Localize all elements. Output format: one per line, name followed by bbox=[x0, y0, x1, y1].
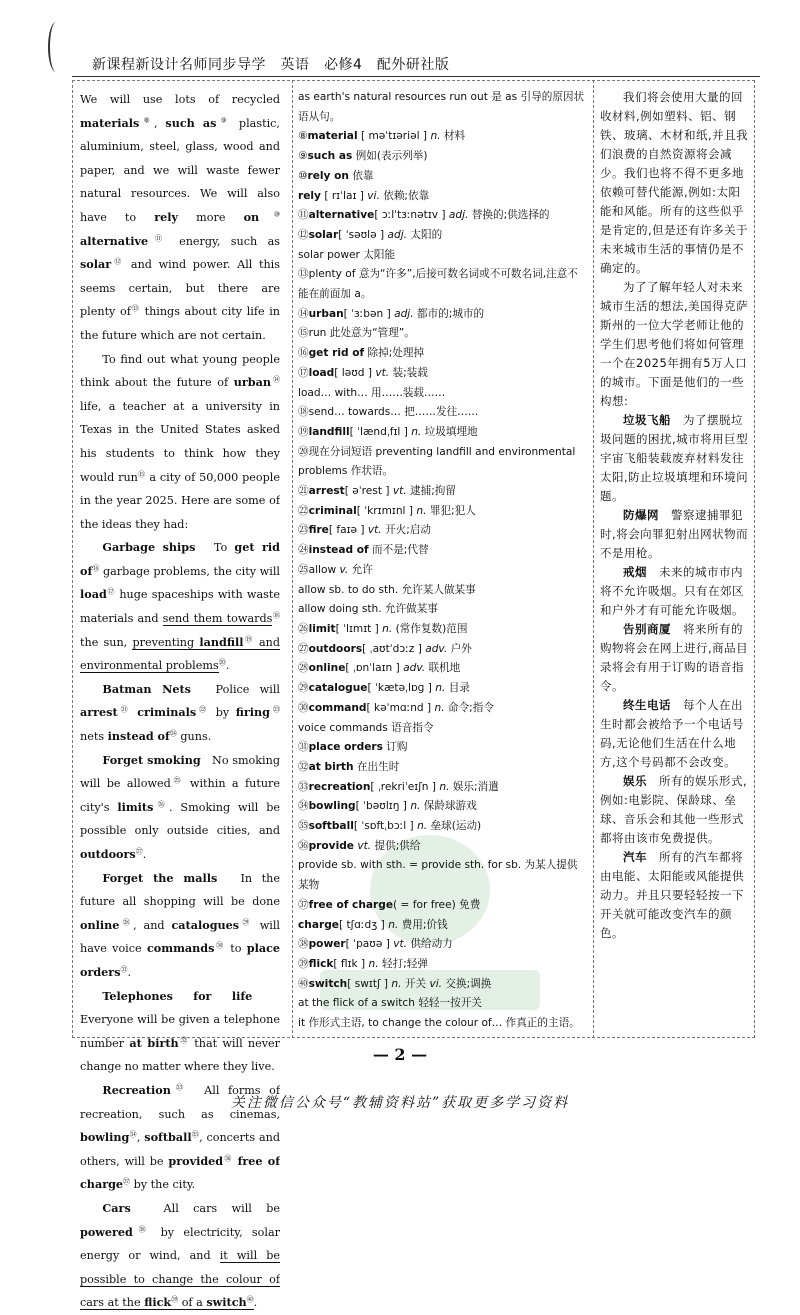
vocab-note: allow doing sth. 允许做某事 bbox=[298, 603, 438, 616]
chinese-paragraph: 我们将会使用大量的回收材料,例如塑料、铝、钢铁、玻璃、木材和纸,并且我们浪费的自然资源将会减少。我们也将不得不更多地依赖可替代能源,例如:太阳能和风能。所有的这些似乎是肯定的,但是还有许多关于未来城市生活的事情仍是不确定的。 bbox=[600, 90, 749, 275]
vocab-note: allow sb. to do sth. 允许某人做某事 bbox=[298, 583, 476, 596]
header-rule bbox=[72, 76, 760, 77]
vocab-note: ⑨such as 例如(表示列举) bbox=[298, 150, 428, 163]
vocab-note: ㊲free of charge( = for free) 免费 bbox=[298, 898, 481, 911]
footer-promo: 关注微信公众号“教辅资料站”获取更多学习资料 bbox=[230, 1095, 570, 1111]
chinese-paragraph: 终生电话 每个人在出生时都会被给予一个电话号码,无论他们生活在什么地方,这个号码都不会改变。 bbox=[600, 698, 744, 769]
vocab-note: charge[ tʃɑːdʒ ] n. 费用;价钱 bbox=[298, 918, 448, 931]
page-number: — 2 — bbox=[372, 1045, 428, 1064]
vocab-note: ㉔instead of 而不是;代替 bbox=[298, 544, 429, 557]
english-paragraph: Telephones for life Everyone will be given a telephone number at birth$^㉜$ that will never change no matter where they live. bbox=[80, 988, 280, 1074]
chinese-paragraph: 娱乐 所有的娱乐形式,例如:电影院、保龄球、垒球、音乐会和其他一些形式都将由该市免费提供。 bbox=[600, 774, 748, 845]
vocab-note: ㊳power[ ˈpaʊə ] vt. 供给动力 bbox=[298, 938, 453, 951]
vocab-note: rely [ rɪˈlaɪ ] vi. 依赖;依靠 bbox=[298, 189, 430, 202]
vocab-note: ⑪alternative[ ɔːlˈtɜːnətɪv ] adj. 替换的;供选择的 bbox=[298, 209, 550, 222]
vocab-note: ㉜at birth 在出生时 bbox=[298, 760, 400, 773]
running-header: 新课程新设计名师同步导学 英语 必修4 配外研社版 bbox=[92, 57, 450, 73]
vocab-note: load… with… 用……装载…… bbox=[298, 386, 446, 399]
english-paragraph: We will use lots of recycled materials⑧, such as⑨ plastic, aluminium, steel, glass, wood and paper, and we will waste fewer natural resources. We will also have to rely more on⑩ alternative⑪ energy, such as solar⑫ and wind power. All this seems certain, but there are plenty of⑬ things about city life in the future which are not certain. bbox=[80, 93, 280, 342]
english-paragraph: Forget the malls In the future all shopping will be done online$^㉘$, and catalogues$^㉙$ will have voice commands$^㉚$ to place orders$^㉛$. bbox=[80, 870, 280, 979]
vocab-note: ㉘online[ ˌɒnˈlaɪn ] adv. 联机地 bbox=[298, 662, 461, 675]
english-paragraph: To find out what young people think about the future of urban⑭ life, a teacher at a university in Texas in the United States asked his students to think how they would run⑮ a city of 50,000 people in the year 2025. Here are some of the ideas they had: bbox=[80, 352, 280, 531]
vocab-note: it 作形式主语, to change the colour of… 作真正的主语。 bbox=[298, 1017, 580, 1030]
column-divider bbox=[593, 80, 594, 1038]
vocab-note: as earth's natural resources run out 是 as 引导的原因状语从句。 bbox=[298, 91, 585, 123]
vocab-note: ㉞bowling[ ˈbəʊlɪŋ ] n. 保龄球游戏 bbox=[298, 800, 477, 813]
vocab-note: ⑳现在分词短语 preventing landfill and environmental problems 作状语。 bbox=[298, 445, 576, 478]
vocab-note: voice commands 语音指令 bbox=[298, 721, 434, 734]
english-paragraph: Forget smoking No smoking will be allowed$^㉕$ within a future city's limits$^㉖$. Smoking will be possible only outside cities, and outdoors$^㉗$. bbox=[80, 752, 280, 861]
vocab-note: ㊴flick[ flɪk ] n. 轻打;轻弹 bbox=[298, 957, 428, 970]
column-divider bbox=[292, 80, 293, 1038]
vocab-note: ㉗outdoors[ ˌaʊtˈdɔːz ] adv. 户外 bbox=[298, 642, 472, 655]
vocab-note: ⑬plenty of 意为“许多”,后接可数名词或不可数名词,注意不能在前面加 a。 bbox=[298, 268, 578, 301]
english-paragraph: Cars All cars will be powered$^㊳$ by electricity, solar energy or wind, and it will be possible to change the colour of cars at the flick$^㊴$ of a switch$^㊵$. bbox=[80, 1200, 280, 1310]
vocab-note: ㉒criminal[ ˈkrɪmɪnl ] n. 罪犯;犯人 bbox=[298, 504, 476, 517]
vocab-note: solar power 太阳能 bbox=[298, 248, 396, 261]
english-paragraph: Garbage ships To get rid of⑯ garbage problems, the city will load⑰ huge spaceships with waste materials and send them towards⑱ the sun, preventing landfill⑲ and environmental problems⑳. bbox=[80, 540, 280, 673]
vocab-note: ㉑arrest[ əˈrest ] vt. 逮捕;拘留 bbox=[298, 485, 456, 498]
vocab-note: ⑭urban[ ˈɜːbən ] adj. 都市的;城市的 bbox=[298, 307, 485, 320]
vocab-note: ⑮run 此处意为“管理”。 bbox=[298, 327, 415, 340]
vocab-note: ⑫solar[ ˈsəʊlə ] adj. 太阳的 bbox=[298, 228, 443, 241]
chinese-paragraph: 戒烟 未来的城市市内将不允许吸烟。只有在郊区和户外才有可能允许吸烟。 bbox=[600, 565, 744, 617]
vocab-note: ㉟softball[ ˈsɒftˌbɔːl ] n. 垒球(运动) bbox=[298, 820, 482, 833]
english-paragraph: Recreation$^㉝$ All forms of recreation, such as cinemas, bowling$^㉞$, softball$^㉟$, concerts and others, will be provided$^㊱$ free of charge$^㊲$ by the city. bbox=[80, 1082, 280, 1192]
vocab-note: ㉕allow v. 允许 bbox=[298, 563, 373, 576]
vocab-note: ㊵switch[ swɪtʃ ] n. 开关 vi. 交换;调换 bbox=[298, 977, 492, 990]
vocabulary-notes-column bbox=[298, 88, 588, 1034]
vocab-note: ⑯get rid of 除掉;处理掉 bbox=[298, 347, 425, 360]
vocab-note: provide sb. with sth. = provide sth. for sb. 为某人提供某物 bbox=[298, 859, 578, 892]
chinese-paragraph: 汽车 所有的汽车都将由电能、太阳能或风能提供动力。并且只要轻轻按一下开关就可能改变汽车的颜色。 bbox=[600, 850, 744, 940]
header-ornament bbox=[48, 22, 64, 72]
vocab-note: ⑲landfill[ ˈlændˌfɪl ] n. 垃圾填埋地 bbox=[298, 425, 478, 438]
vocab-note: at the flick of a switch 轻轻一按开关 bbox=[298, 997, 482, 1010]
english-paragraph: Batman Nets Police will arrest$^㉑$ criminals$^㉒$ by firing$^㉓$ nets instead $of^㉔$ guns. bbox=[80, 681, 280, 744]
chinese-paragraph: 垃圾飞船 为了摆脱垃圾问题的困扰,城市将用巨型宇宙飞船装载废弃材料发往太阳,防止垃圾填埋和环境问题。 bbox=[600, 413, 749, 503]
vocab-note: ⑱send… towards… 把……发往…… bbox=[298, 406, 479, 419]
vocab-note: ㉙catalogue[ ˈkætəˌlɒɡ ] n. 目录 bbox=[298, 682, 470, 695]
vocab-note: ⑰load[ ləʊd ] vt. 装;装载 bbox=[298, 366, 428, 379]
vocab-note: ㊱provide vt. 提供;供给 bbox=[298, 839, 421, 852]
chinese-translation-column bbox=[600, 88, 750, 943]
chinese-paragraph: 防爆网 警察逮捕罪犯时,将会向罪犯射出网状物而不是用枪。 bbox=[600, 508, 749, 560]
english-text-column bbox=[80, 88, 280, 1315]
vocab-note: ㉝recreation[ ˌrekriˈeɪʃn ] n. 娱乐;消遣 bbox=[298, 780, 499, 793]
vocab-note: ⑧material [ məˈtɪəriəl ] n. 材料 bbox=[298, 130, 466, 143]
vocab-note: ㉖limit[ ˈlɪmɪt ] n. (常作复数)范围 bbox=[298, 622, 468, 635]
vocab-note: ㉓fire[ faɪə ] vt. 开火;启动 bbox=[298, 524, 432, 537]
vocab-note: ㉛place orders 订购 bbox=[298, 741, 408, 754]
chinese-paragraph: 告别商厦 将来所有的购物将会在网上进行,商品目录将会有用于订购的语音指令。 bbox=[600, 622, 749, 693]
vocab-note: ㉚command[ kəˈmɑːnd ] n. 命令;指令 bbox=[298, 701, 494, 714]
vocab-note: ⑩rely on 依靠 bbox=[298, 169, 374, 182]
chinese-paragraph: 为了了解年轻人对未来城市生活的想法,美国得克萨斯州的一位大学老师让他的学生们思考他们将如何管理一个在2025年拥有5万人口的城市。下面是他们的一些构想: bbox=[600, 280, 749, 408]
